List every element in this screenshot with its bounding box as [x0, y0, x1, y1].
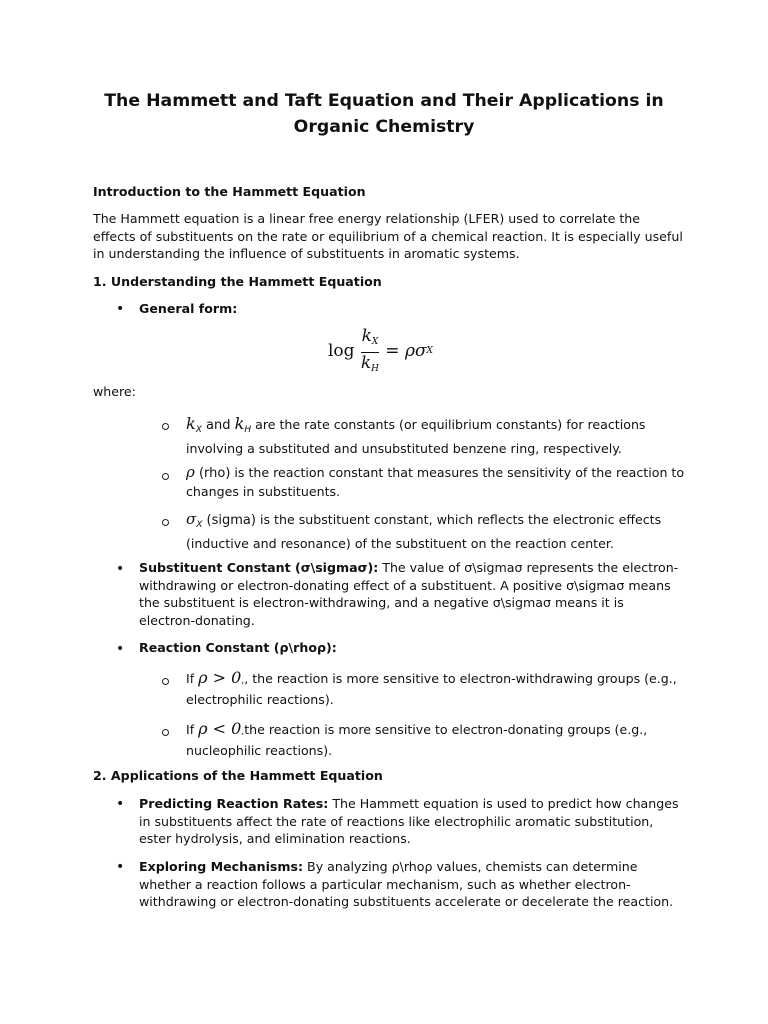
intro-paragraph: The Hammett equation is a linear free energy relationship (LFER) used to correlate the effects of substituents on the rate or equilibrium of a chemical reaction. It is especially useful in understanding the influence of substituents in aromatic systems. — [93, 211, 683, 262]
bullet-marker — [116, 306, 124, 314]
reaction-constant-label: Reaction Constant (ρ\rhoρ): — [139, 640, 337, 655]
hammett-equation — [328, 325, 433, 376]
equation-fraction — [361, 326, 380, 379]
sub-item-rate-constants — [186, 415, 686, 457]
sub-bullet-marker — [162, 729, 169, 736]
sub-bullet-marker — [162, 473, 169, 480]
sigma-sub: X — [196, 520, 203, 530]
rho-negative-mark: , — [241, 727, 245, 737]
rho-negative-prefix: If — [186, 722, 199, 737]
rate-constants-text: are the rate constants (or equilibrium constants) for reactions involving a substituted and unsubstituted benzene ring, respectively. — [186, 417, 646, 456]
predicting-rates-item — [139, 795, 679, 848]
sub-item-sigma — [186, 511, 686, 552]
kx-symbol: k — [186, 414, 196, 433]
predicting-rates-label: Predicting Reaction Rates: — [139, 796, 329, 811]
general-form-label: General form: — [139, 301, 238, 316]
rho-text: is the reaction constant that measures the sensitivity of the reaction to changes in substituents. — [186, 465, 685, 499]
rho-symbol: ρ — [186, 463, 195, 481]
and-joiner: and — [201, 418, 235, 433]
document-title: The Hammett and Taft Equation and Their Applications in Organic Chemistry — [104, 91, 664, 137]
exploring-mechanisms-item — [139, 858, 679, 911]
exploring-mechanisms-label: Exploring Mechanisms: — [139, 859, 304, 874]
kh-sub: H — [244, 425, 252, 435]
substituent-constant-item — [139, 559, 679, 629]
equation-denominator: k — [360, 352, 372, 373]
equation-rhs-sub: X — [426, 346, 433, 357]
kh-symbol: k — [234, 414, 245, 433]
exploring-mechanisms-text: By analyzing ρ\rhoρ values, chemists can determine whether a reaction follows a particular mechanism, such as whether electron-withdrawing or electron-donating substituents accelerate or decelerate the reaction. — [139, 859, 674, 910]
rho-positive-item — [186, 669, 686, 708]
intro-heading: Introduction to the Hammett Equation — [93, 184, 366, 199]
bullet-marker — [116, 801, 124, 809]
predicting-rates-text: The Hammett equation is used to predict how changes in substituents affect the rate of reactions like electrophilic aromatic substitution, ester hydrolysis, and elimination reactions. — [139, 796, 679, 847]
bullet-marker — [116, 566, 124, 574]
bullet-marker — [116, 646, 124, 654]
sub-bullet-marker — [162, 678, 169, 685]
rho-label: (rho) — [194, 466, 231, 481]
rho-positive-mark: , — [241, 676, 245, 686]
equation-numerator: k — [361, 325, 372, 346]
equation-log: log — [328, 341, 355, 362]
rho-negative-text: the reaction is more sensitive to electron-donating groups (e.g., nucleophilic reactions). — [186, 722, 648, 758]
substituent-constant-label: Substituent Constant (σ\sigmaσ): — [139, 560, 379, 575]
where-label: where: — [93, 384, 136, 399]
rho-negative-math: ρ < 0 — [198, 719, 242, 738]
equation-denominator-sub: H — [371, 363, 380, 374]
section2-heading: 2. Applications of the Hammett Equation — [93, 768, 383, 783]
section1-heading: 1. Understanding the Hammett Equation — [93, 274, 382, 289]
rho-positive-text: , the reaction is more sensitive to electron-withdrawing groups (e.g., electrophilic reactions). — [186, 671, 677, 707]
sigma-text: is the substituent constant, which reflects the electronic effects (inductive and resonance) of the substituent on the reaction center. — [186, 512, 662, 551]
sigma-label: (sigma) — [202, 513, 256, 528]
rho-positive-prefix: If — [186, 671, 199, 686]
sub-item-rho — [186, 464, 686, 500]
sub-bullet-marker — [162, 423, 169, 430]
bullet-marker — [116, 864, 124, 872]
kx-sub: X — [195, 425, 202, 435]
equation-numerator-sub: X — [371, 336, 379, 347]
rho-positive-math: ρ > 0 — [198, 668, 242, 687]
substituent-constant-text: The value of σ\sigmaσ represents the electron-withdrawing or electron-donating effect of a substituent. A positive σ\sigmaσ means the substituent is electron-withdrawing, and a negative σ\sigmaσ means it is electron-donating. — [139, 560, 679, 628]
sub-bullet-marker — [162, 519, 169, 526]
equation-rhs: = ρσ — [385, 341, 427, 362]
rho-negative-item — [186, 720, 686, 759]
sigma-symbol: σ — [186, 510, 197, 528]
